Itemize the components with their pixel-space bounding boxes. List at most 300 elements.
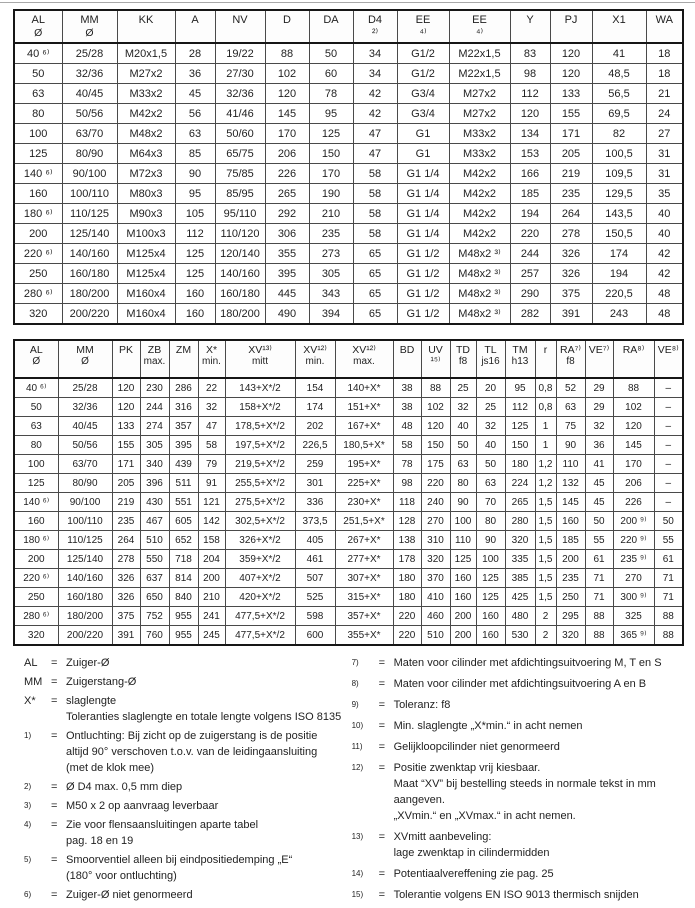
cell: 166 <box>510 164 550 184</box>
cell: 274 <box>140 417 169 436</box>
cell: 25 <box>476 398 505 417</box>
cell: 306 <box>265 224 309 244</box>
cell: 158 <box>198 531 225 550</box>
column-header-label: EE <box>472 14 487 26</box>
cell: 336 <box>295 493 335 512</box>
column-header-label: r <box>543 344 548 356</box>
column-header-label: RA⁷⁾ <box>560 344 581 356</box>
cell: 430 <box>140 493 169 512</box>
cell: 82 <box>592 124 646 144</box>
cell: 445 <box>265 284 309 304</box>
cell: 80 <box>14 436 58 455</box>
equals-sign: = <box>378 741 385 753</box>
cell: 391 <box>112 626 140 646</box>
cell: 40 <box>646 204 683 224</box>
footnote <box>352 760 682 824</box>
cell: 439 <box>169 455 198 474</box>
column-header-label: D <box>283 14 291 26</box>
cell: 88 <box>654 607 683 626</box>
cell: 125 <box>505 417 535 436</box>
cell: 50 <box>309 43 353 64</box>
cell: 511 <box>169 474 198 493</box>
cell: 32 <box>198 398 225 417</box>
column-header-sublabel <box>647 27 683 40</box>
footnote-line: Maat “XV” bij bestelling steeds in normale tekst in mm <box>393 778 656 790</box>
cell: 752 <box>140 607 169 626</box>
column-header <box>14 340 58 378</box>
cell: 125 <box>14 474 58 493</box>
cell: 204 <box>198 550 225 569</box>
cell: 320 <box>421 550 450 569</box>
cell: 477,5+X*/2 <box>225 607 295 626</box>
column-header <box>265 10 309 43</box>
footnote <box>352 829 682 861</box>
table-row <box>14 304 683 325</box>
cell: 180 <box>393 569 421 588</box>
cell: 140/160 <box>62 244 117 264</box>
equals-sign: = <box>51 800 58 812</box>
cell: 63 <box>450 455 476 474</box>
cell: M42x2 <box>449 184 510 204</box>
footnotes-column-left <box>24 655 350 908</box>
column-header-label: BD <box>399 344 415 356</box>
column-header <box>550 10 592 43</box>
cell: 220 ⁶⁾ <box>14 569 58 588</box>
cell: 79 <box>198 455 225 474</box>
cell: 20 <box>476 378 505 398</box>
footnote-line: Zuigerstang-Ø <box>66 676 137 688</box>
column-header-sublabel <box>266 27 309 40</box>
cell: 140 ⁶⁾ <box>14 164 62 184</box>
cell: 125/140 <box>62 224 117 244</box>
cell: 310 <box>421 531 450 550</box>
cell: 251,5+X* <box>335 512 393 531</box>
column-header <box>62 10 117 43</box>
cell: 170 <box>309 164 353 184</box>
cell: M42x2 <box>117 104 175 124</box>
cell: 200 <box>450 607 476 626</box>
cell: 50 <box>450 436 476 455</box>
cell: 205 <box>550 144 592 164</box>
cell: 343 <box>309 284 353 304</box>
cell: M22x1,5 <box>449 43 510 64</box>
cell: 48 <box>646 284 683 304</box>
column-header-sublabel: ¹⁵⁾ <box>430 356 441 367</box>
cell: 315+X* <box>335 588 393 607</box>
cell: 510 <box>421 626 450 646</box>
cell: 205 <box>112 474 140 493</box>
cell: 325 <box>613 607 654 626</box>
cell: 235 ⁹⁾ <box>613 550 654 569</box>
column-header-label: ZB <box>147 344 162 356</box>
column-header <box>140 340 169 378</box>
cell: 718 <box>169 550 198 569</box>
cell: 194 <box>592 264 646 284</box>
column-header-label: DA <box>323 14 339 26</box>
cell: 88 <box>613 378 654 398</box>
cell: 42 <box>353 104 397 124</box>
cell: 219 <box>550 164 592 184</box>
cell: 36 <box>585 436 613 455</box>
cell: 138 <box>393 531 421 550</box>
footnote-text <box>66 674 350 690</box>
cell: 1,5 <box>535 569 556 588</box>
cell: 55 <box>654 531 683 550</box>
column-header-label: NV <box>232 14 248 26</box>
cell: 58 <box>353 224 397 244</box>
cell: 326 <box>112 569 140 588</box>
cell: 301 <box>295 474 335 493</box>
table-row <box>14 64 683 84</box>
footnote-text <box>394 887 682 903</box>
cell: 129,5 <box>592 184 646 204</box>
table-row <box>14 144 683 164</box>
cell: 112 <box>510 84 550 104</box>
column-header-label: A <box>191 14 199 26</box>
footnote-marker: 1) <box>24 731 32 740</box>
cell: 150 <box>505 436 535 455</box>
cell: M90x3 <box>117 204 175 224</box>
cell: M48x2 ³⁾ <box>449 284 510 304</box>
cell: 100 <box>450 512 476 531</box>
table-row <box>14 184 683 204</box>
cell: 326 <box>550 244 592 264</box>
footnote-marker: 14) <box>351 869 364 878</box>
column-header-label: D4 <box>367 14 383 26</box>
cell: 600 <box>295 626 335 646</box>
cell: 29 <box>585 378 613 398</box>
cell: 420+X*/2 <box>225 588 295 607</box>
cell: 80/90 <box>58 474 112 493</box>
footnote-text <box>66 779 350 795</box>
cell: 42 <box>646 244 683 264</box>
cell: 145 <box>613 436 654 455</box>
equals-sign: = <box>378 699 385 711</box>
cell: 267+X* <box>335 531 393 550</box>
cell: 32 <box>476 417 505 436</box>
cell: 190 <box>309 184 353 204</box>
footnotes-section <box>13 655 682 908</box>
cell: 605 <box>169 512 198 531</box>
cell: 63/70 <box>58 455 112 474</box>
column-header-label: PK <box>118 344 133 356</box>
table-row <box>14 244 683 264</box>
cell: 280 <box>505 512 535 531</box>
cell: 32 <box>450 398 476 417</box>
cell: 394 <box>309 304 353 325</box>
cell: 202 <box>295 417 335 436</box>
cell: M48x2 ³⁾ <box>449 304 510 325</box>
cell: 0,8 <box>535 378 556 398</box>
cell: 47 <box>198 417 225 436</box>
footnote-marker: 11) <box>351 742 363 751</box>
cell: 200 <box>198 569 225 588</box>
column-header-label: PJ <box>564 14 578 26</box>
cell: 102 <box>265 64 309 84</box>
column-header <box>117 10 175 43</box>
column-header <box>335 340 393 378</box>
cell: 525 <box>295 588 335 607</box>
footnotes-column-right <box>352 655 682 908</box>
cell: 326 <box>112 588 140 607</box>
cell: 100/110 <box>58 512 112 531</box>
cell: 225+X* <box>335 474 393 493</box>
footnote <box>24 798 350 814</box>
cell: 75/85 <box>215 164 265 184</box>
cell: 365 ⁹⁾ <box>613 626 654 646</box>
table-row <box>14 398 683 417</box>
column-header <box>112 340 140 378</box>
cell: – <box>654 493 683 512</box>
footnote-marker: 2) <box>24 782 32 791</box>
cell: 220 <box>421 474 450 493</box>
cell: 140/160 <box>215 264 265 284</box>
footnote-marker: 10) <box>351 721 364 730</box>
cell: 1,2 <box>535 474 556 493</box>
table-row <box>14 626 683 646</box>
cell: 160 <box>476 626 505 646</box>
column-header <box>225 340 295 378</box>
cell: – <box>654 455 683 474</box>
cell: 133 <box>550 84 592 104</box>
cell: 132 <box>556 474 585 493</box>
cell: 25/28 <box>58 378 112 398</box>
cell: 206 <box>265 144 309 164</box>
footnote-marker: AL <box>24 657 38 669</box>
cell: 128 <box>393 512 421 531</box>
column-header-sublabel: ⁴⁾ <box>475 27 484 39</box>
cell: 90 <box>450 493 476 512</box>
cell: 180/200 <box>62 284 117 304</box>
cell: 120 <box>112 378 140 398</box>
cell: 100 <box>14 455 58 474</box>
cell: 171 <box>550 124 592 144</box>
footnote-marker: 15) <box>351 890 364 899</box>
cell: 61 <box>585 550 613 569</box>
column-header <box>175 10 215 43</box>
cell: G1 1/4 <box>397 224 449 244</box>
cell: 180 <box>393 588 421 607</box>
cell: 280 ⁶⁾ <box>14 607 58 626</box>
cell: 230 <box>140 378 169 398</box>
cell: 197,5+X*/2 <box>225 436 295 455</box>
cell: 160 <box>556 512 585 531</box>
cell: 150,5 <box>592 224 646 244</box>
cell: M33x2 <box>449 124 510 144</box>
cell: 170 <box>265 124 309 144</box>
column-header <box>449 10 510 43</box>
cell: 158+X*/2 <box>225 398 295 417</box>
cell: 140+X* <box>335 378 393 398</box>
cell: 78 <box>393 455 421 474</box>
cell: 71 <box>654 588 683 607</box>
footnote-text <box>394 676 682 692</box>
column-header-sublabel <box>310 27 353 40</box>
cell: 80 <box>14 104 62 124</box>
cell: 210 <box>198 588 225 607</box>
table-row <box>14 84 683 104</box>
cell: 407+X*/2 <box>225 569 295 588</box>
cell: 185 <box>510 184 550 204</box>
equals-sign: = <box>378 889 385 901</box>
footnote <box>24 779 350 795</box>
cell: 47 <box>353 124 397 144</box>
footnote <box>352 718 682 734</box>
cell: 143+X*/2 <box>225 378 295 398</box>
cell: M42x2 <box>449 224 510 244</box>
cell: – <box>654 417 683 436</box>
cell: 160 <box>450 588 476 607</box>
cell: 75 <box>556 417 585 436</box>
footnote-line: Ontluchting: Bij zicht op de zuigerstang is de positie <box>66 730 318 742</box>
cell: 63 <box>14 84 62 104</box>
cell: 34 <box>353 43 397 64</box>
cell: 265 <box>265 184 309 204</box>
table-row <box>14 164 683 184</box>
cell: 85/95 <box>215 184 265 204</box>
column-header-label: X* <box>205 344 218 356</box>
cell: 40 <box>450 417 476 436</box>
cell: 305 <box>309 264 353 284</box>
column-header-sublabel <box>118 27 175 40</box>
cell: 109,5 <box>592 164 646 184</box>
column-header-sublabel: js16 <box>481 356 500 367</box>
footnote-line: altijd 90° verschoven t.o.v. van de leidingaansluiting <box>66 746 318 758</box>
column-header <box>393 340 421 378</box>
cell: 200/220 <box>58 626 112 646</box>
cell: 150 <box>421 436 450 455</box>
cell: 32/36 <box>62 64 117 84</box>
column-header <box>295 340 335 378</box>
page-top-rule <box>0 2 695 3</box>
cell: 45 <box>585 474 613 493</box>
footnote-text <box>66 798 350 814</box>
column-header <box>309 10 353 43</box>
cell: 385 <box>505 569 535 588</box>
cell: G1 1/4 <box>397 184 449 204</box>
cell: 1,5 <box>535 588 556 607</box>
equals-sign: = <box>378 678 385 690</box>
footnote <box>352 697 682 713</box>
column-header <box>505 340 535 378</box>
cell: 88 <box>654 626 683 646</box>
cell: 71 <box>654 569 683 588</box>
cell: 50/60 <box>215 124 265 144</box>
cell: 255,5+X*/2 <box>225 474 295 493</box>
footnote-line: (180° voor ontluchting) <box>66 870 177 882</box>
cell: 219 <box>112 493 140 512</box>
cell: 58 <box>353 184 397 204</box>
cell: 1 <box>535 417 556 436</box>
cell: 80 <box>450 474 476 493</box>
cell: M33x2 <box>449 144 510 164</box>
footnote-line: Toleranties slaglengte en totale lengte volgens ISO 8135 <box>66 711 342 723</box>
cell: 34 <box>353 64 397 84</box>
table-row <box>14 493 683 512</box>
cell: 955 <box>169 626 198 646</box>
column-header <box>510 10 550 43</box>
dimensions-table-lower <box>13 339 684 646</box>
footnote-marker: 8) <box>351 679 359 688</box>
footnote-line: Zuiger-Ø niet genormeerd <box>66 889 193 901</box>
footnote-line: Zie voor flensaansluitingen aparte tabel <box>66 819 259 831</box>
cell: 240 <box>421 493 450 512</box>
cell: 200 <box>556 550 585 569</box>
cell: 105 <box>175 204 215 224</box>
footnote-line: (met de klok mee) <box>66 762 155 774</box>
cell: 63/70 <box>62 124 117 144</box>
cell: 71 <box>585 588 613 607</box>
footnote-text <box>66 728 350 776</box>
cell: 461 <box>295 550 335 569</box>
footnote <box>352 887 682 903</box>
footnote-line: aangeven. <box>393 794 445 806</box>
cell: 200 ⁹⁾ <box>613 512 654 531</box>
cell: 760 <box>140 626 169 646</box>
cell: 56,5 <box>592 84 646 104</box>
cell: M42x2 <box>449 204 510 224</box>
cell: 145 <box>265 104 309 124</box>
cell: 63 <box>476 474 505 493</box>
cell: 58 <box>198 436 225 455</box>
cell: G1/2 <box>397 43 449 64</box>
column-header-label: ZM <box>175 344 192 356</box>
footnote-text <box>66 852 350 884</box>
footnote-text <box>66 693 350 725</box>
cell: – <box>654 398 683 417</box>
column-header-label: WA <box>655 14 673 26</box>
cell: 180 ⁶⁾ <box>14 531 58 550</box>
cell: 250 <box>14 588 58 607</box>
cell: – <box>654 436 683 455</box>
cell: 220,5 <box>592 284 646 304</box>
equals-sign: = <box>51 657 58 669</box>
column-header-sublabel <box>586 356 613 368</box>
header-row <box>14 340 683 378</box>
cell: M22x1,5 <box>449 64 510 84</box>
cell: 40/45 <box>58 417 112 436</box>
column-header-sublabel <box>551 27 592 40</box>
equals-sign: = <box>51 676 58 688</box>
cell: 206 <box>613 474 654 493</box>
table-row <box>14 284 683 304</box>
cell: M48x2 <box>117 124 175 144</box>
cell: 200 <box>450 626 476 646</box>
cell: 27 <box>646 124 683 144</box>
cell: 598 <box>295 607 335 626</box>
cell: G1 <box>397 124 449 144</box>
table-row <box>14 588 683 607</box>
cell: 510 <box>140 531 169 550</box>
cell: 264 <box>550 204 592 224</box>
column-header <box>169 340 198 378</box>
column-header <box>450 340 476 378</box>
cell: 125 <box>309 124 353 144</box>
cell: 65 <box>353 264 397 284</box>
column-header-sublabel <box>536 356 556 368</box>
cell: 250 <box>556 588 585 607</box>
equals-sign: = <box>51 889 58 901</box>
cell: G1 1/4 <box>397 204 449 224</box>
cell: 120/140 <box>215 244 265 264</box>
cell: 359+X*/2 <box>225 550 295 569</box>
cell: 1,5 <box>535 531 556 550</box>
cell: 80 <box>476 512 505 531</box>
column-header-sublabel <box>216 27 265 40</box>
cell: M27x2 <box>449 104 510 124</box>
column-header <box>535 340 556 378</box>
cell: 250 <box>14 264 62 284</box>
